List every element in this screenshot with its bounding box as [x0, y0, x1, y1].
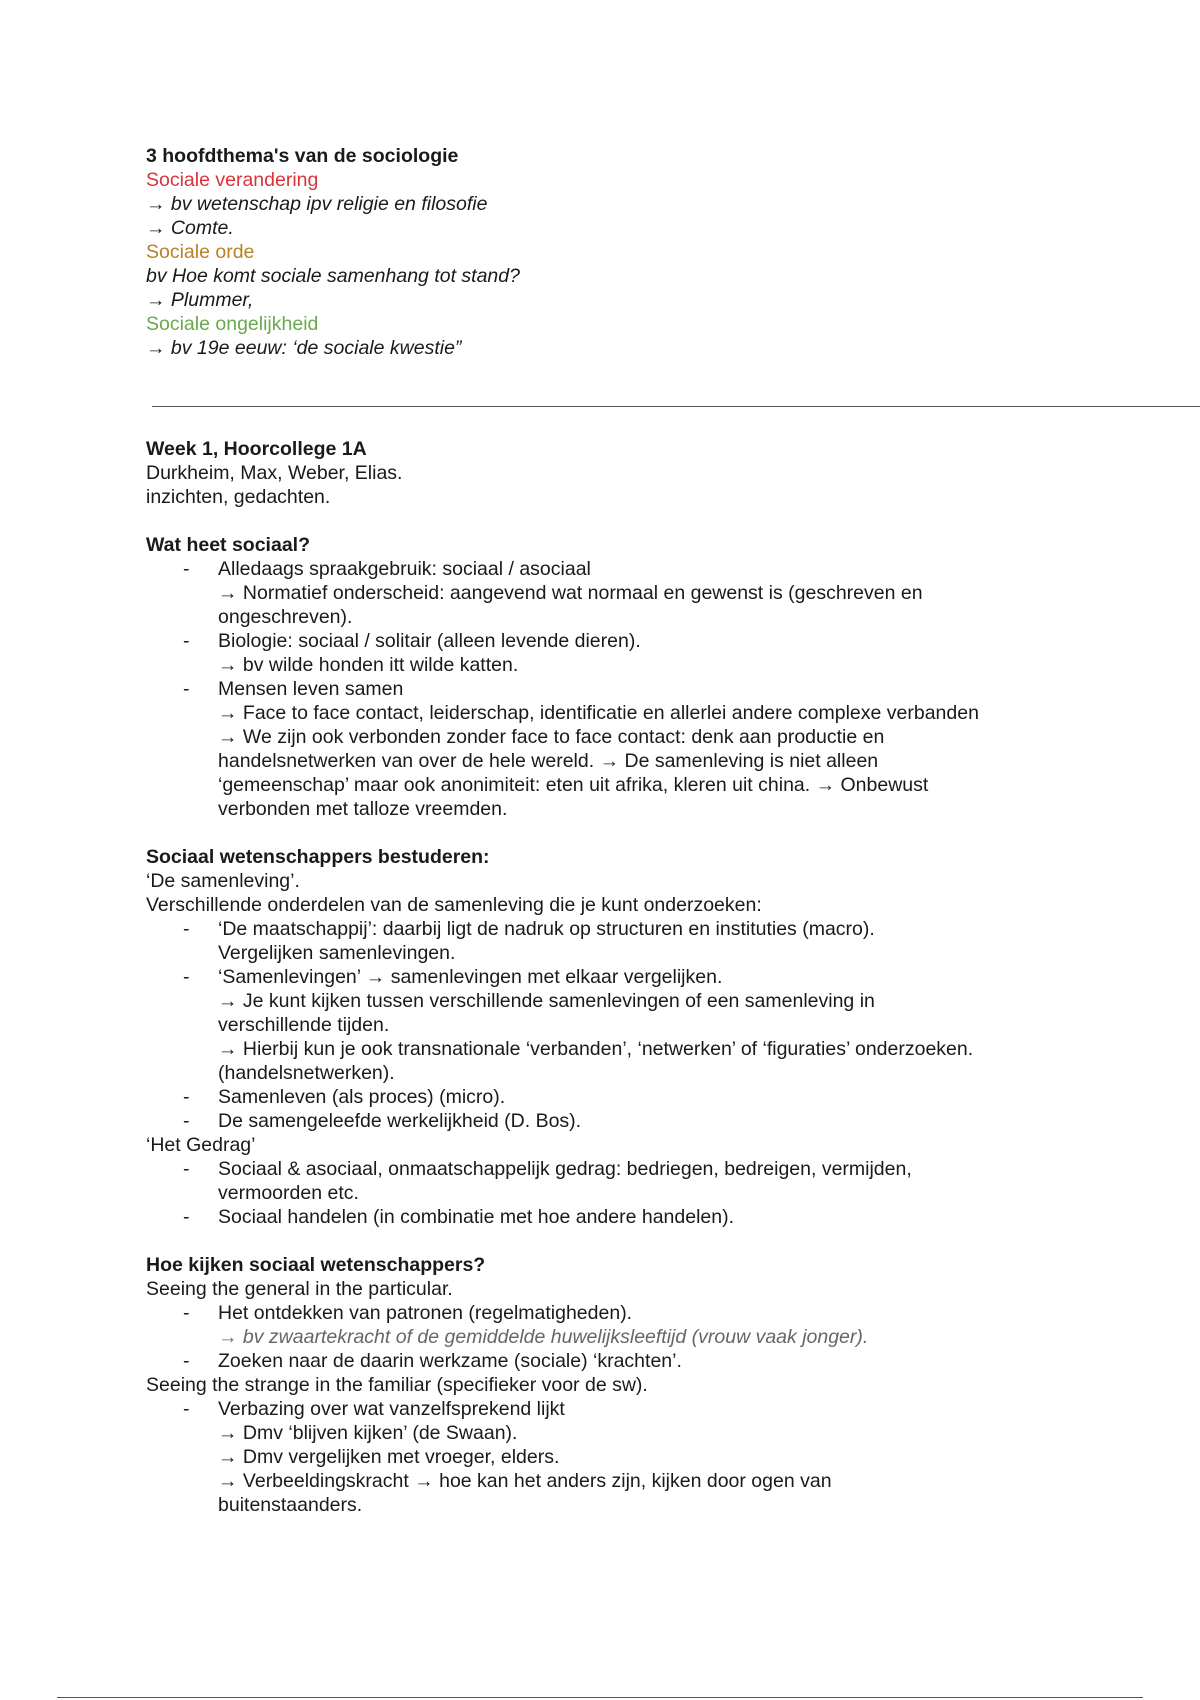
notes-section	[146, 437, 1160, 1517]
week-title: Week 1, Hoorcollege 1A	[146, 438, 367, 460]
list-item-line: → bv wilde honden itt wilde katten.	[218, 654, 519, 676]
list-item-line: → Verbeeldingskracht → hoe kan het anders zijn, kijken door ogen van	[218, 1470, 832, 1492]
list-item-line: ‘gemeenschap’ maar ook anonimiteit: eten uit afrika, kleren uit china. → Onbewust	[218, 774, 929, 796]
week-line-1: Durkheim, Max, Weber, Elias.	[146, 462, 403, 484]
themes-section	[146, 144, 1160, 360]
strange-list	[146, 1397, 1160, 1517]
gedrag-list	[146, 1157, 1160, 1229]
theme-sociale-verandering: Sociale verandering	[146, 169, 319, 191]
list-item-line: → We zijn ook verbonden zonder face to face contact: denk aan productie en	[218, 726, 885, 748]
list-item	[146, 1085, 1160, 1109]
list-item	[146, 965, 1160, 1085]
themes-title: 3 hoofdthema's van de sociologie	[146, 145, 459, 167]
list-item	[146, 557, 1160, 629]
horizontal-rule-top	[152, 406, 1200, 407]
list-item-line: - Verbazing over wat vanzelfsprekend lijkt	[218, 1398, 565, 1420]
bestuderen-list	[146, 917, 1160, 1133]
gedrag-label: ‘Het Gedrag’	[146, 1134, 256, 1156]
kijken-general: Seeing the general in the particular.	[146, 1278, 453, 1300]
list-item-line: → Hierbij kun je ook transnationale ‘verbanden’, ‘netwerken’ of ‘figuraties’ onderzoeken.	[218, 1038, 974, 1060]
list-item	[146, 1349, 1160, 1373]
list-item-line: → Je kunt kijken tussen verschillende samenlevingen of een samenleving in	[218, 990, 875, 1012]
bestuderen-line-2: Verschillende onderdelen van de samenleving die je kunt onderzoeken:	[146, 894, 762, 916]
list-item	[146, 1109, 1160, 1133]
list-item-line: - ‘Samenlevingen’ → samenlevingen met elkaar vergelijken.	[218, 966, 723, 988]
list-item-line: - Zoeken naar de daarin werkzame (sociale) ‘krachten’.	[218, 1350, 682, 1372]
list-item-line: → bv zwaartekracht of de gemiddelde huwelijksleeftijd (vrouw vaak jonger).	[218, 1326, 869, 1348]
list-item-line: ongeschreven).	[218, 606, 353, 628]
general-list	[146, 1301, 1160, 1373]
list-item	[146, 1397, 1160, 1517]
kijken-strange: Seeing the strange in the familiar (specifieker voor de sw).	[146, 1374, 648, 1396]
horizontal-rule-bottom	[57, 1697, 1143, 1698]
list-item	[146, 917, 1160, 965]
list-item-line: (handelsnetwerken).	[218, 1062, 395, 1084]
list-item-line: → Normatief onderscheid: aangevend wat normaal en gewenst is (geschreven en	[218, 582, 923, 604]
sociaal-title: Wat heet sociaal?	[146, 534, 310, 556]
list-item-line: - De samengeleefde werkelijkheid (D. Bos).	[218, 1110, 582, 1132]
list-item-line: buitenstaanders.	[218, 1494, 363, 1516]
list-item-line: handelsnetwerken van over de hele wereld. → De samenleving is niet alleen	[218, 750, 879, 772]
list-item-line: - Sociaal handelen (in combinatie met hoe andere handelen).	[218, 1206, 735, 1228]
bestuderen-title: Sociaal wetenschappers bestuderen:	[146, 846, 490, 868]
sociaal-list	[146, 557, 1160, 821]
theme1-note-1: → bv wetenschap ipv religie en filosofie	[146, 193, 488, 215]
theme2-note-1: bv Hoe komt sociale samenhang tot stand?	[146, 265, 520, 287]
list-item-line: verschillende tijden.	[218, 1014, 390, 1036]
list-item-line: → Dmv vergelijken met vroeger, elders.	[218, 1446, 560, 1468]
kijken-title: Hoe kijken sociaal wetenschappers?	[146, 1254, 486, 1276]
list-item-line: - Het ontdekken van patronen (regelmatigheden).	[218, 1302, 633, 1324]
list-item	[146, 1205, 1160, 1229]
list-item	[146, 629, 1160, 677]
bestuderen-line-1: ‘De samenleving’.	[146, 870, 300, 892]
list-item-line: - ‘De maatschappij’: daarbij ligt de nadruk op structuren en instituties (macro).	[218, 918, 875, 940]
list-item-line: Vergelijken samenlevingen.	[218, 942, 456, 964]
week-line-2: inzichten, gedachten.	[146, 486, 331, 508]
list-item-line: - Mensen leven samen	[218, 678, 404, 700]
theme2-note-2: → Plummer,	[146, 289, 254, 311]
theme-sociale-ongelijkheid: Sociale ongelijkheid	[146, 313, 319, 335]
list-item	[146, 1157, 1160, 1205]
list-item-line: verbonden met talloze vreemden.	[218, 798, 508, 820]
list-item-line: vermoorden etc.	[218, 1182, 359, 1204]
list-item-line: - Biologie: sociaal / solitair (alleen levende dieren).	[218, 630, 641, 652]
list-item	[146, 677, 1160, 821]
theme3-note-1: → bv 19e eeuw: ‘de sociale kwestie”	[146, 337, 462, 359]
list-item-line: - Sociaal & asociaal, onmaatschappelijk gedrag: bedriegen, bedreigen, vermijden,	[218, 1158, 912, 1180]
list-item-line: → Dmv ‘blijven kijken’ (de Swaan).	[218, 1422, 518, 1444]
list-item-line: → Face to face contact, leiderschap, identificatie en allerlei andere complexe verbanden	[218, 702, 979, 724]
list-item-line: - Samenleven (als proces) (micro).	[218, 1086, 506, 1108]
list-item-line: - Alledaags spraakgebruik: sociaal / asociaal	[218, 558, 591, 580]
list-item	[146, 1301, 1160, 1349]
theme-sociale-orde: Sociale orde	[146, 241, 255, 263]
theme1-note-2: → Comte.	[146, 217, 234, 239]
